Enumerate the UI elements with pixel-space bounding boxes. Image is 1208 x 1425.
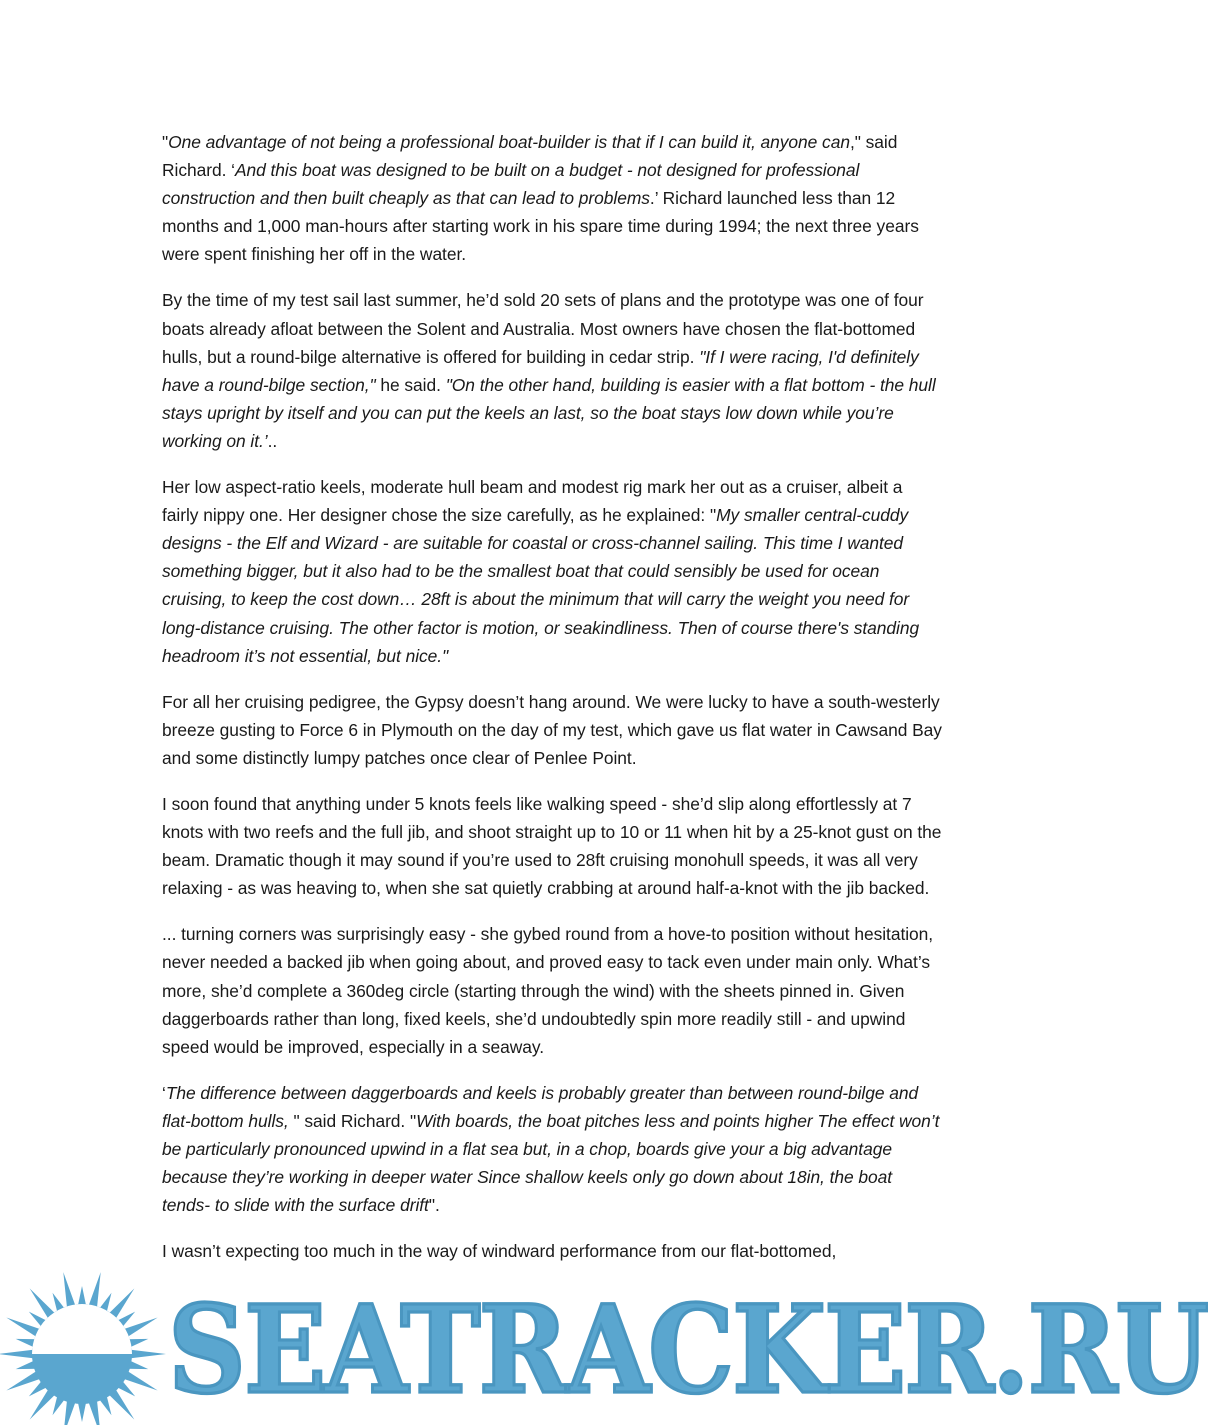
text-run: " said Richard. " [288,1110,417,1131]
paragraph-2 [162,286,942,455]
text-run: I wasn’t expecting too much in the way of windward performance from our flat-bottomed, [162,1241,837,1262]
paragraph-7 [162,1079,942,1219]
text-run: For all her cruising pedigree, the Gypsy doesn’t hang around. We were lucky to have a south-westerly breeze gusting to Force 6 in Plymouth on the day of my test, which gave us flat water in Cawsand Bay and some distinctly lumpy patches once clear of Penlee Point. [162,691,942,768]
text-run: " [162,132,169,152]
italic-quote-run: One advantage of not being a professional boat-builder is that if I can build it, anyone can [168,132,850,152]
text-run: .. [267,430,278,451]
paragraph-5 [162,790,942,902]
text-run: ... turning corners was surprisingly easy - she gybed round from a hove-to position without hesitation, never needed a backed jib when going about, and proved easy to tack even under main only. What’s more, she’d complete a 360deg circle (starting through the wind) with the sheets pinned in. Given daggerboards rather than long, fixed keels, she’d undoubtedly spin more readily still - and upwind speed would be improved, especially in a seaway. [162,924,934,1057]
paragraph-1 [162,128,942,268]
text-run: ". [428,1195,440,1216]
italic-quote-run: The difference between daggerboards and keels is probably greater than between round-bilge and flat-bottom hulls, [162,1082,919,1131]
article-body [162,128,942,1283]
sun-icon [0,1262,166,1425]
paragraph-3 [162,473,942,670]
italic-quote-run: And this boat was designed to be built on a budget - not designed for professional construction and then built cheaply as that can lead to problems [162,160,860,209]
text-run: Her low aspect-ratio keels, moderate hull beam and modest rig mark her out as a cruiser, albeit a fairly nippy one. Her designer chose the size carefully, as he explained: " [162,477,903,526]
text-run: ," said Richard. ‘ [162,132,898,181]
text-run: he said. [375,374,446,395]
italic-quote-run: My smaller central-cuddy designs - the Elf and Wizard - are suitable for coastal or cross-channel sailing. This time I wanted something bigger, but it also had to be the smallest boat that could sensibly be used for ocean cruising, to keep the cost down… 28ft is about the minimum that will carry the weight you need for long-distance cruising. The other factor is motion, or seakindliness. Then of course there's standing headroom it’s not essential, but nice." [162,505,920,666]
italic-quote-run: "On the other hand, building is easier with a flat bottom - the hull stays upright by itself and you can put the keels an last, so the boat stays low down while you’re working on it.’ [162,374,936,451]
text-run: I soon found that anything under 5 knots feels like walking speed - she’d slip along effortlessly at 7 knots with two reefs and the full jib, and shoot straight up to 10 or 11 when hit by a 25-knot gust on the beam. Dramatic though it may sound if you’re used to 28ft cruising monohull speeds, it was all very relaxing - as was heaving to, when she sat quietly crabbing at around half-a-knot with the jib backed. [162,793,942,899]
paragraph-6 [162,920,942,1060]
italic-quote-run: With boards, the boat pitches less and points higher The effect won’t be particularly pronounced upwind in a flat sea but, in a chop, boards give your a big advantage because they’re working in deeper water Since shallow keels only go down about 18in, the boat tends- to slide with the surface drift [162,1110,940,1216]
paragraph-4 [162,688,942,772]
italic-quote-run: "If I were racing, I'd definitely have a round-bilge section," [162,346,919,395]
paragraph-8 [162,1237,942,1265]
text-run: ‘ [162,1082,166,1103]
text-run: By the time of my test sail last summer, he’d sold 20 sets of plans and the prototype was one of four boats already afloat between the Solent and Australia. Most owners have chosen the flat-bottomed hulls, but a round-bilge alternative is offered for building in cedar strip. [162,290,924,367]
text-run: .’ Richard launched less than 12 months and 1,000 man-hours after starting work in his spare time during 1994; the next three years were spent finishing her off in the water. [162,188,919,265]
site-logo-text: SEATRACKER.RU [168,1279,1208,1422]
